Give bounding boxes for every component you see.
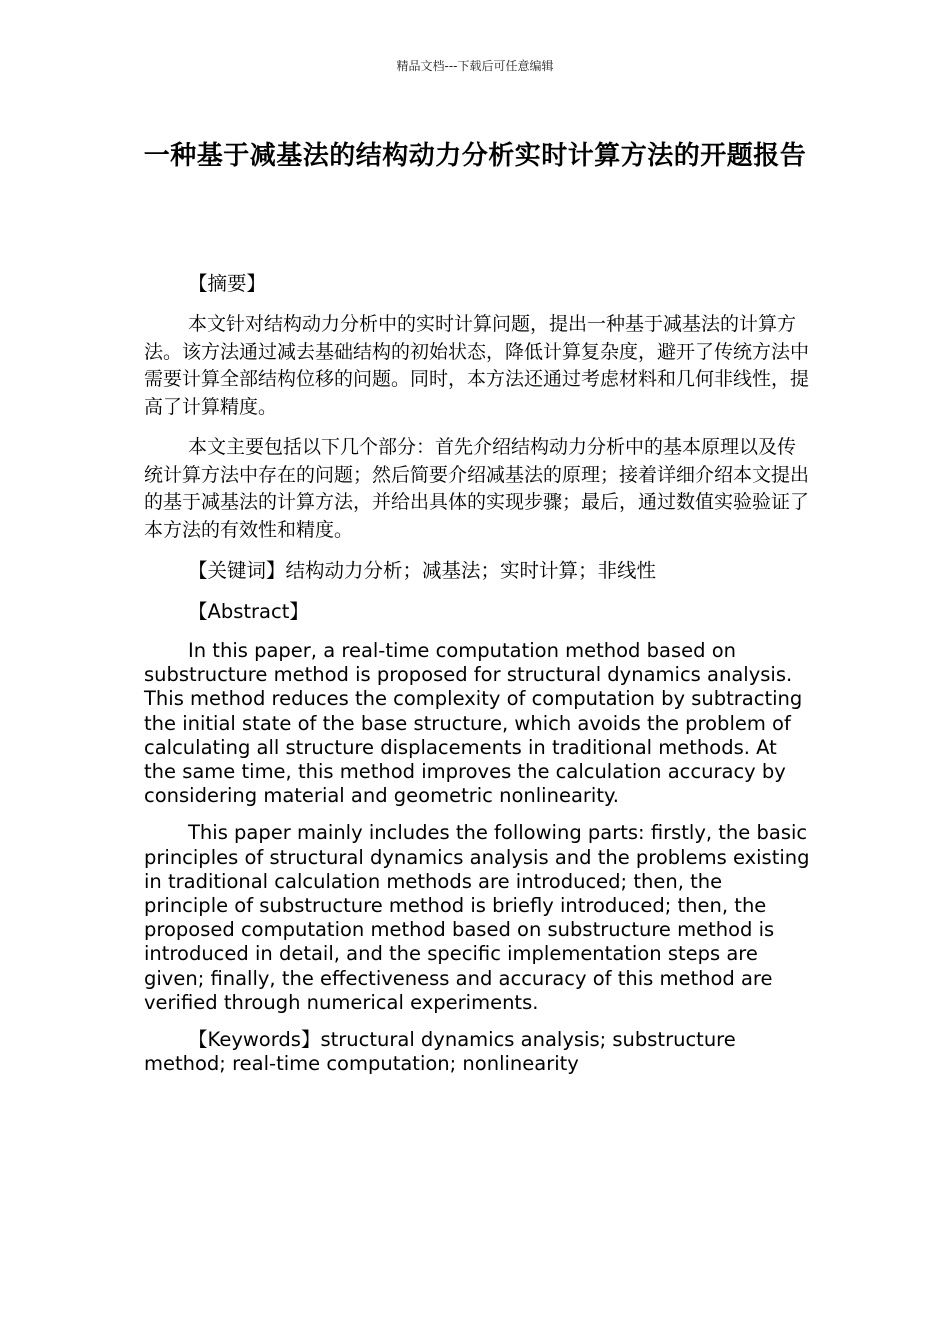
abstract-cn-paragraph-2: 本文主要包括以下几个部分：首先介绍结构动力分析中的基本原理以及传统计算方法中存在的问题；然后简要介绍减基法的原理；接着详细介绍本文提出的基于减基法的计算方法，并给出具体的实现步骤；最后，通过数值实验验证了本方法的有效性和精度。 bbox=[144, 436, 810, 541]
abstract-en-heading: 【Abstract】 bbox=[188, 600, 309, 623]
abstract-en-paragraph-1: In this paper, a real-time computation method based on substructure method is proposed for structural dynamics analysis. This method reduces the complexity of computation by subtracting the initial state of the base structure, which avoids the problem of calculating all structure displacements in traditional methods. At the same time, this method improves the calculation accuracy by considering material and geometric nonlinearity. bbox=[144, 639, 803, 808]
abstract-cn-heading: 【摘要】 bbox=[188, 272, 267, 295]
header-note: 精品文档---下载后可任意编辑 bbox=[396, 59, 554, 73]
keywords-cn: 【关键词】结构动力分析；减基法；实时计算；非线性 bbox=[188, 559, 657, 582]
document-body bbox=[144, 270, 810, 1089]
keywords-en: 【Keywords】structural dynamics analysis; substructure method; real-time computation; nonlinearity bbox=[144, 1028, 736, 1076]
document-title: 一种基于减基法的结构动力分析实时计算方法的开题报告 bbox=[143, 141, 807, 171]
abstract-cn-paragraph-1: 本文针对结构动力分析中的实时计算问题，提出一种基于减基法的计算方法。该方法通过减去基础结构的初始状态，降低计算复杂度，避开了传统方法中需要计算全部结构位移的问题。同时，本方法还通过考虑材料和几何非线性，提高了计算精度。 bbox=[144, 313, 810, 418]
abstract-en-paragraph-2: This paper mainly includes the following parts: firstly, the basic principles of structural dynamics analysis and the problems existing in traditional calculation methods are introduced; then, the principle of substructure method is briefly introduced; then, the proposed computation method based on substructure method is introduced in detail, and the specific implementation steps are given; finally, the effectiveness and accuracy of this method are verified through numerical experiments. bbox=[144, 821, 810, 1014]
